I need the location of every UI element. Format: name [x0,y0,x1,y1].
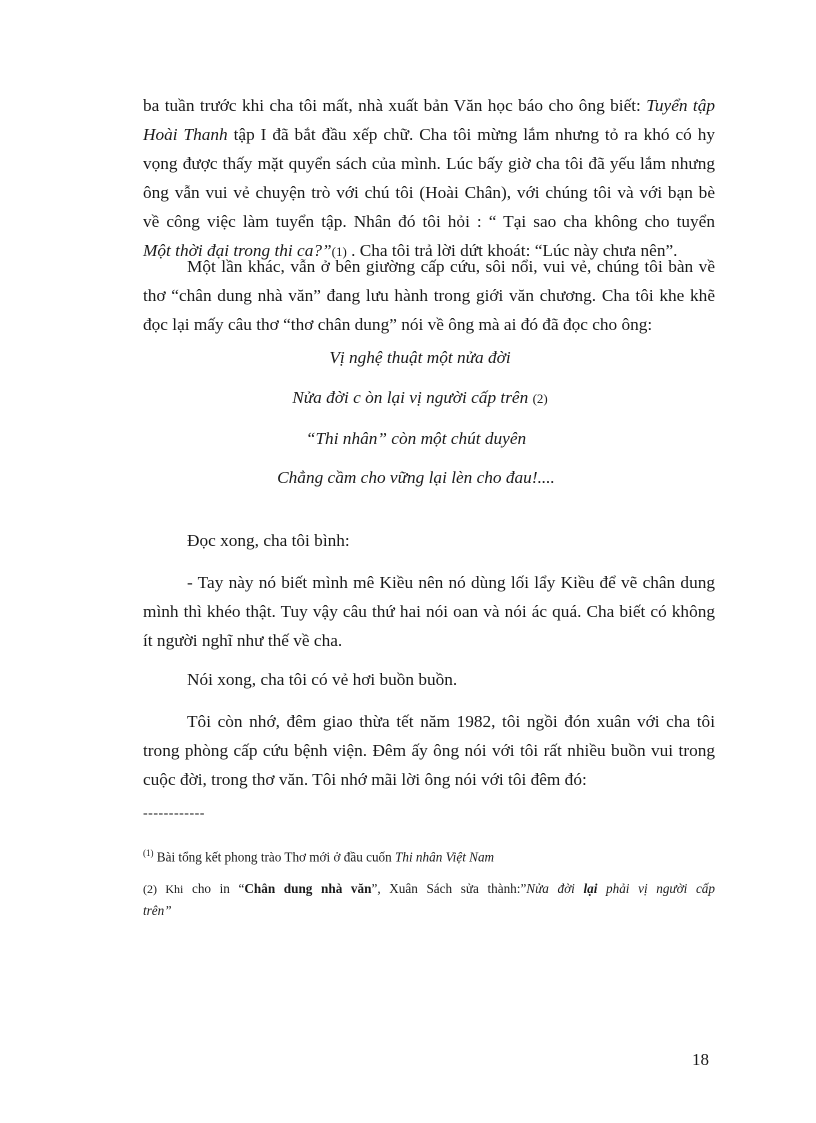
paragraph-1 [143,91,715,266]
footnote-2: (2) Khi cho in “Chân dung nhà văn”, Xuân Sách sửa thành:”Nửa đời lại phải vị người cấp trên” [143,881,715,918]
para1-line: Một thời đại trong thi ca?”(1) . Cha tôi trả lời dứt khoát: “Lúc này chưa nên”. [143,241,678,260]
para2-line: Một lần khác, vẫn ở bên giường cấp cứu, sôi nổi, vui vẻ, chúng tôi bàn về [187,257,715,276]
poem-verse-1: Vị nghệ thuật một nửa đời [329,348,511,367]
para1-line: vọng được thấy mặt quyển sách của mình. Lúc bấy giờ cha tôi đã yếu lắm nhưng [143,154,715,173]
paragraph-2 [143,252,715,339]
para1-line: Hoài Thanh tập I đã bắt đầu xếp chữ. Cha tôi mừng lắm nhưng tỏ ra khó có hy [143,125,716,144]
paragraph-6 [143,707,715,794]
poem-verse-4: Chẳng cầm cho vững lại lèn cho đau!.... [277,468,555,487]
poem-verse-2: Nửa đời c òn lại vị người cấp trên (2) [292,388,548,407]
book-title: Tuyển tập [646,96,715,115]
para4-line: mình thì khéo thật. Tuy vậy câu thứ hai nói oan và nói ác quá. Cha biết có không [143,602,715,621]
para2-line: thơ “chân dung nhà văn” đang lưu hành trong giới văn chương. Cha tôi khe khẽ [143,286,715,305]
para6-line: trong phòng cấp cứu bệnh viện. Đêm ấy ông nói với tôi rất nhiều buồn vui trong [143,741,715,760]
footnote-1: $^{(1)}$ Bài tổng kết phong trào Thơ mới ở đầu cuốn Thi nhân Việt Nam [143,848,495,865]
para4-line: - Tay này nó biết mình mê Kiều nên nó dùng lối lẩy Kiều để vẽ chân dung [187,573,715,592]
footnote-separator: ------------ [143,806,205,821]
para6-line: Tôi còn nhớ, đêm giao thừa tết năm 1982, tôi ngồi đón xuân với cha tôi [187,712,715,731]
footnote-marker: (2) Khi [143,882,184,896]
para4-line: ít người nghĩ như thế về cha. [143,631,343,650]
para1-line: ông vẫn vui vẻ chuyện trò với chú tôi (Hoài Chân), với chúng tôi và với bạn bè [143,183,715,202]
paragraph-3: Đọc xong, cha tôi bình: [187,531,350,550]
paragraph-5: Nói xong, cha tôi có vẻ hơi buồn buồn. [187,670,458,689]
book-title: Thi nhân Việt Nam [395,849,495,865]
footnote-ref: (1) [331,244,347,259]
poem-verse-3: “Thi nhân” còn một chút duyên [305,429,527,448]
footnote-ref: (2) [532,391,548,406]
book-title: Một thời đại trong thi ca?” [143,241,332,260]
para2-line: đọc lại mấy câu thơ “thơ chân dung” nói về ông mà ai đó đã đọc cho ông: [143,315,653,334]
footnote-marker: (1) [143,848,154,858]
para6-line: cuộc đời, trong thơ văn. Tôi nhớ mãi lời ông nói với tôi đêm đó: [143,770,587,789]
para1-line: về công việc làm tuyển tập. Nhân đó tôi hỏi : “ Tại sao cha không cho tuyển [143,212,715,231]
para1-line: ba tuần trước khi cha tôi mất, nhà xuất bản Văn học báo cho ông biết: Tuyển tập [143,96,715,115]
paragraph-4 [143,568,715,655]
author-name: Hoài Thanh [143,125,228,144]
page-number: 18 [692,1050,709,1069]
